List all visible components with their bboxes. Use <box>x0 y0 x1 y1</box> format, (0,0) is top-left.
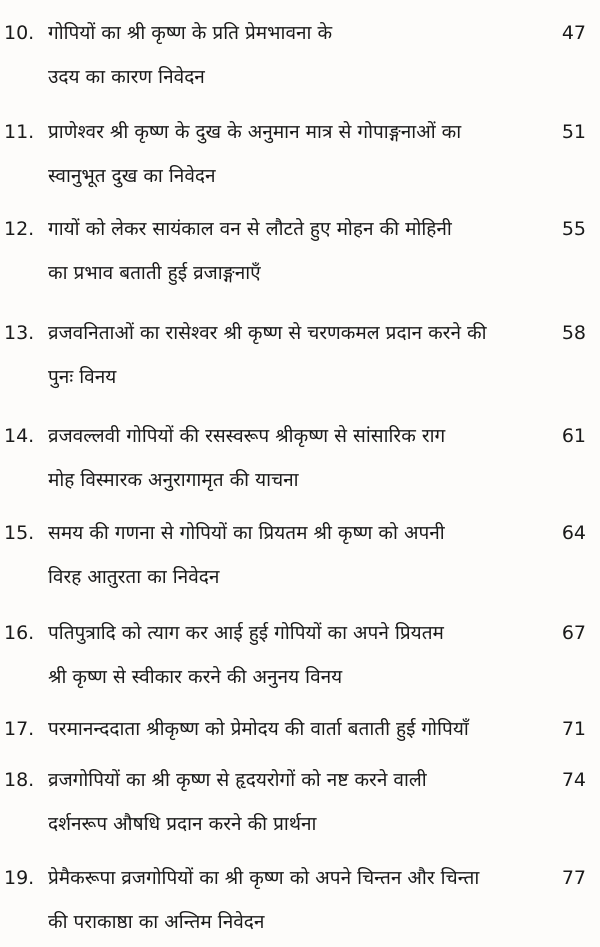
toc-entry <box>0 855 600 945</box>
entry-title-line2: स्वानुभूत दुख का निवेदन <box>48 165 216 187</box>
entry-number: 13. <box>4 322 35 344</box>
entry-title-line2: दर्शनरूप औषधि प्रदान करने की प्रार्थना <box>48 813 317 835</box>
toc-entry <box>0 510 600 600</box>
toc-entry <box>0 10 600 100</box>
entry-title-line1: व्रजगोपियों का श्री कृष्ण से हृदयरोगों को नष्ट करने वाली <box>48 769 427 791</box>
entry-number: 15. <box>4 522 35 544</box>
entry-number: 17. <box>4 718 35 740</box>
toc-entry <box>0 206 600 296</box>
entry-number: 14. <box>4 425 35 447</box>
entry-title-line1: पतिपुत्रादि को त्याग कर आई हुई गोपियों का अपने प्रियतम <box>48 622 444 644</box>
entry-title-line1: व्रजवनिताओं का रासेश्वर श्री कृष्ण से चरणकमल प्रदान करने की <box>48 322 487 344</box>
entry-page-number: 61 <box>561 425 586 447</box>
entry-page-number: 74 <box>561 769 586 791</box>
entry-title-line1: प्राणेश्वर श्री कृष्ण के दुख के अनुमान मात्र से गोपाङ्गनाओं का <box>48 121 462 143</box>
entry-title-line2: विरह आतुरता का निवेदन <box>48 566 220 588</box>
entry-title-line1: समय की गणना से गोपियों का प्रियतम श्री कृष्ण को अपनी <box>48 522 445 544</box>
entry-title-line2: की पराकाष्ठा का अन्तिम निवेदन <box>48 911 265 933</box>
entry-number: 10. <box>4 22 35 44</box>
toc-entry <box>0 109 600 199</box>
toc-entry <box>0 757 600 847</box>
entry-title-line1: गोपियों का श्री कृष्ण के प्रति प्रेमभावना के <box>48 22 333 44</box>
entry-page-number: 64 <box>561 522 586 544</box>
entry-page-number: 51 <box>561 121 586 143</box>
toc-entry <box>0 413 600 503</box>
entry-number: 16. <box>4 622 35 644</box>
toc-entry <box>0 310 600 400</box>
entry-title-line2: पुनः विनय <box>48 366 117 388</box>
entry-page-number: 55 <box>561 218 586 240</box>
entry-page-number: 77 <box>561 867 586 889</box>
entry-title-line2: श्री कृष्ण से स्वीकार करने की अनुनय विनय <box>48 666 343 688</box>
entry-page-number: 47 <box>561 22 586 44</box>
entry-number: 11. <box>4 121 35 143</box>
entry-title-line1: व्रजवल्लवी गोपियों की रसस्वरूप श्रीकृष्ण से सांसारिक राग <box>48 425 446 447</box>
entry-title-line1: परमानन्ददाता श्रीकृष्ण को प्रेमोदय की वार्ता बताती हुई गोपियाँ <box>48 718 469 740</box>
entry-title-line1: गायों को लेकर सायंकाल वन से लौटते हुए मोहन की मोहिनी <box>48 218 452 240</box>
entry-page-number: 71 <box>561 718 586 740</box>
entry-title-line2: उदय का कारण निवेदन <box>48 66 205 88</box>
entry-title-line1: प्रेमैकरूपा व्रजगोपियों का श्री कृष्ण को अपने चिन्तन और चिन्ता <box>48 867 480 889</box>
entry-page-number: 58 <box>561 322 586 344</box>
entry-title-line2: मोह विस्मारक अनुरागामृत की याचना <box>48 469 299 491</box>
entry-number: 12. <box>4 218 35 240</box>
entry-title-line2: का प्रभाव बताती हुई व्रजाङ्गनाएँ <box>48 262 261 284</box>
entry-number: 18. <box>4 769 35 791</box>
entry-number: 19. <box>4 867 35 889</box>
entry-page-number: 67 <box>561 622 586 644</box>
toc-entry <box>0 610 600 700</box>
